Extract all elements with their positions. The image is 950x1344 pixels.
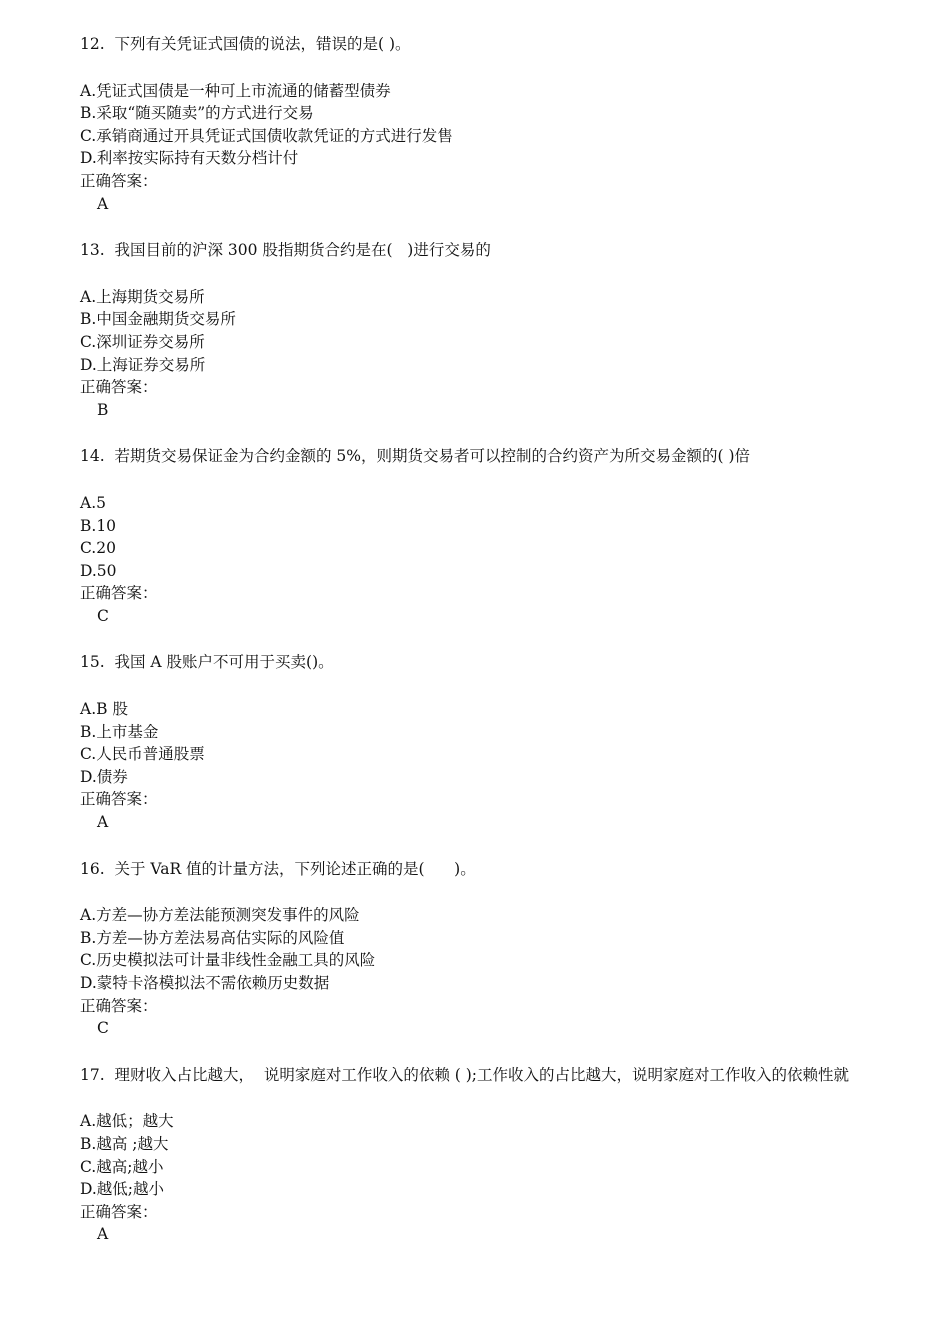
- question-15: [80, 651, 880, 833]
- answer-label: 正确答案：: [80, 1202, 158, 1221]
- question-stem: 12. 下列有关凭证式国债的说法，错误的是( )。: [80, 35, 411, 53]
- option-a: A.5: [80, 493, 106, 512]
- question-12: [80, 33, 880, 215]
- option-a: A.越低；越大: [80, 1112, 174, 1131]
- answer-value: C: [97, 1019, 109, 1038]
- answer-value: B: [97, 400, 109, 419]
- option-b: B.采取“随买随卖”的方式进行交易: [80, 104, 314, 123]
- option-a: A.上海期货交易所: [80, 287, 205, 306]
- option-d: D.50: [80, 561, 117, 580]
- option-b: B.中国金融期货交易所: [80, 310, 236, 329]
- option-d: D.债券: [80, 767, 128, 786]
- question-16: [80, 858, 880, 1040]
- option-a: A.方差—协方差法能预测突发事件的风险: [80, 906, 360, 925]
- answer-value: A: [97, 813, 109, 832]
- question-13: [80, 239, 880, 421]
- option-c: C.越高;越小: [80, 1157, 164, 1176]
- question-14: [80, 445, 880, 627]
- option-c: C.深圳证券交易所: [80, 332, 205, 351]
- answer-value: C: [97, 606, 109, 625]
- option-a: A.凭证式国债是一种可上市流通的储蓄型债券: [80, 81, 391, 100]
- option-c: C.20: [80, 539, 116, 558]
- option-c: C.承销商通过开具凭证式国债收款凭证的方式进行发售: [80, 126, 453, 145]
- document-page: [80, 33, 880, 1270]
- option-c: C.历史模拟法可计量非线性金融工具的风险: [80, 951, 376, 970]
- option-c: C.人民币普通股票: [80, 745, 205, 764]
- question-stem: 16. 关于 VaR 值的计量方法，下列论述正确的是( )。: [80, 859, 476, 878]
- option-b: B.越高 ;越大: [80, 1134, 169, 1153]
- answer-value: A: [97, 1225, 109, 1244]
- option-b: B.10: [80, 516, 117, 535]
- option-b: B.上市基金: [80, 722, 159, 741]
- option-d: D.上海证券交易所: [80, 355, 206, 374]
- option-b: B.方差—协方差法易高估实际的风险值: [80, 928, 345, 947]
- option-a: A.B 股: [80, 700, 128, 719]
- question-17: [80, 1064, 880, 1246]
- answer-label: 正确答案：: [80, 378, 158, 397]
- option-d: D.蒙特卡洛模拟法不需依赖历史数据: [80, 974, 330, 992]
- answer-value: A: [97, 194, 109, 213]
- option-d: D.利率按实际持有天数分档计付: [80, 149, 299, 168]
- option-d: D.越低;越小: [80, 1180, 165, 1199]
- question-stem: 14. 若期货交易保证金为合约金额的 5%，则期货交易者可以控制的合约资产为所交易金额的( )倍: [80, 447, 751, 466]
- question-stem: 17. 理财收入占比越大， 说明家庭对工作收入的依赖 ( );工作收入的占比越大，说明家庭对工作收入的依赖性就: [80, 1065, 850, 1084]
- answer-label: 正确答案：: [80, 584, 158, 603]
- answer-label: 正确答案：: [80, 171, 158, 190]
- question-stem: 13. 我国目前的沪深 300 股指期货合约是在( )进行交易的: [80, 241, 491, 260]
- answer-label: 正确答案：: [80, 996, 158, 1015]
- answer-label: 正确答案：: [80, 790, 158, 809]
- question-stem: 15. 我国 A 股账户不可用于买卖()。: [80, 653, 334, 672]
